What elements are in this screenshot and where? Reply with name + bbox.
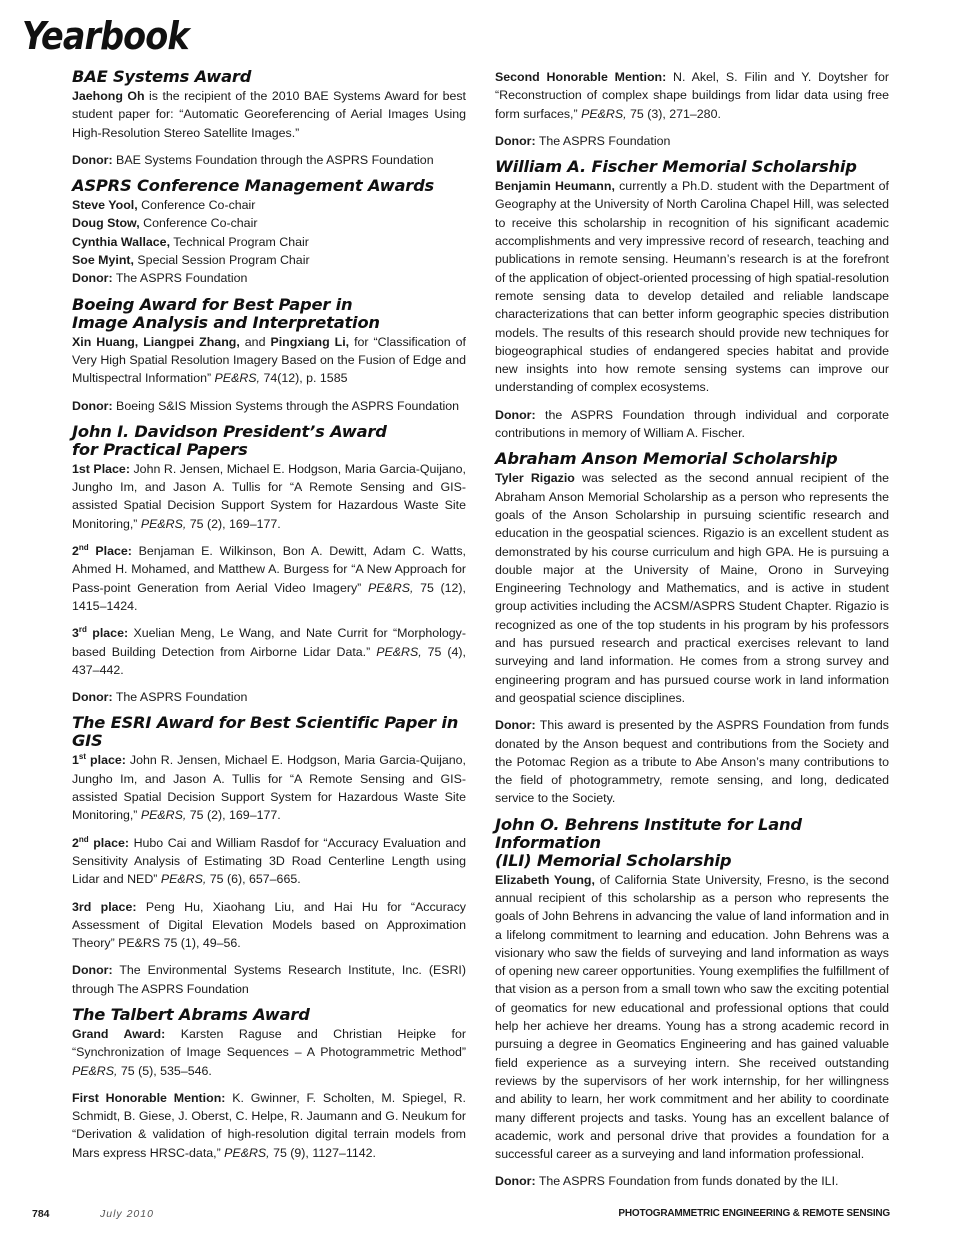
list-item: Cynthia Wallace, Technical Program Chair — [72, 234, 309, 249]
page-number: 784 — [32, 1208, 50, 1220]
esri-award — [72, 714, 466, 998]
section-heading: BAE Systems Award — [72, 67, 252, 86]
award-paragraph: 3rd place: Peng Hu, Xiaohang Liu, and Hai Hu for “Accuracy Assessment of Digital Elevation Models based on Approximation Theory” PE&RS 75 (1), 49–56. — [72, 899, 466, 951]
donor-line: Donor: The ASPRS Foundation — [495, 133, 671, 148]
section-heading: Boeing Award for Best Paper in Image Analysis and Interpretation — [72, 294, 380, 332]
davidson-award — [72, 423, 466, 707]
donor-line: Donor: This award is presented by the ASPRS Foundation from funds donated by the Anson bequest and contributions from the Society and the Potomac Region as a tribute to Abe Anson’s many contributions to the field of photogrammetry, remote sensing, and long, dedicated service to the Society. — [495, 718, 889, 806]
section-heading: John O. Behrens Institute for Land Information (ILI) Memorial Scholarship — [495, 814, 802, 870]
recipient-name: Benjamin Heumann, — [495, 179, 615, 194]
conference-management-awards — [72, 177, 466, 287]
award-paragraph: Benjamin Heumann, currently a Ph.D. student with the Department of Geography at the University of North Carolina Chapel Hill, was selected to receive this scholarship in recognition of his significant academic accomplishments and very impressive record of research, teaching and publications in remote sensing. Heumann’s research is at the forefront of the application of object-oriented processing of high spatial-resolution remote sensing data to develop detailed and reliable landscape characterizations that can better inform geographic species distribution models. The results of this research should provide new techniques for biogeographical studies of endangered species habitat and provide new insights into how remote sensing systems can improve our understanding of complex ecosystems. — [495, 179, 890, 395]
right-column — [495, 68, 889, 1191]
award-paragraph: First Honorable Mention: K. Gwinner, F. Scholten, M. Spiegel, R. Schmidt, B. Giese, J. Oberst, C. Helpe, R. Jaumann and G. Neukum for “Derivation & validation of high-resolution digital terrain models from Mars express HRSC-data,” PE&RS, 75 (9), 1127–1142. — [72, 1090, 466, 1160]
section-heading: John I. Davidson President’s Award for Practical Papers — [72, 421, 387, 459]
award-paragraph: Xin Huang, Liangpei Zhang, and Pingxiang Li, for “Classification of Very High Spatial Resolution Imagery Based on the Fusion of Edge and Multispectral Information” PE&RS, 74(12), p. 1585 — [72, 334, 466, 386]
section-heading: William A. Fischer Memorial Scholarship — [495, 157, 857, 177]
boeing-award — [72, 296, 466, 415]
award-paragraph: 1st place: John R. Jensen, Michael E. Hodgson, Maria Garcia-Quijano, Jungho Im, and Jason A. Tullis for “A Remote Sensing and GIS-assisted Spatial Decision Support System for Hazardous Waste Site Monitoring,” PE&RS, 75 (2), 169–177. — [72, 752, 466, 823]
talbert-abrams-award — [72, 1006, 466, 1162]
section-heading: ASPRS Conference Management Awards — [72, 176, 435, 196]
award-paragraph: Second Honorable Mention: N. Akel, S. Filin and Y. Doytsher for “Reconstruction of complex shape buildings from lidar data using free form surfaces,” PE&RS, 75 (3), 271–280. — [495, 70, 889, 121]
recipient-name: Elizabeth Young, — [495, 872, 595, 887]
award-paragraph: Elizabeth Young, of California State University, Fresno, is the second annual recipient of this scholarship as a person who represents the goals of John Behrens in advancing the value of land information and in a lifelong commitment to learning and education. John Behrens was a visionary who saw the fields of surveying and land information as ways of opening new career opportunities. Young exemplifies the fulfillment of that vision as a person from a small town who saw the exciting potential of geomatics for new educational and professional options that could help her achieve her dreams. Young has a strong academic record in pursuing a degree in Geomatics Engineering and has gained valuable field experience as a surveying intern. She received outstanding reviews by the supervisors of her work internship, for her willingness and ability to learn, her work commitment and her ability to coordinate many different projects and tasks. Young has an excellent balance of academic, work and personal drive that provides a foundation for a successful career as a surveying and land information professional. — [495, 872, 890, 1162]
list-item: Steve Yool, Conference Co-chair — [72, 198, 256, 213]
award-paragraph: Grand Award: Karsten Raguse and Christian Heipke for “Synchronization of Image Sequences – A Photogrammetric Method” PE&RS, 75 (5), 535–546. — [72, 1026, 466, 1078]
journal-name: PHOTOGRAMMETRIC ENGINEERING & REMOTE SENSING — [618, 1208, 890, 1219]
recipient-name: Jaehong Oh — [72, 89, 145, 103]
section-heading: Abraham Anson Memorial Scholarship — [495, 449, 838, 469]
anson-scholarship — [495, 450, 889, 807]
donor-line: Donor: The ASPRS Foundation — [72, 271, 248, 286]
issue-date: July 2010 — [100, 1208, 154, 1220]
award-paragraph: Jaehong Oh is the recipient of the 2010 BAE Systems Award for best student paper for: “Automatic Georeferencing of Aerial Images Using High-Resolution Stereo Satellite Images.” — [72, 89, 466, 140]
list-item: Soe Myint, Special Session Program Chair — [72, 253, 310, 268]
recipient-name: Tyler Rigazio — [495, 471, 575, 486]
donor-line: Donor: BAE Systems Foundation through the ASPRS Foundation — [72, 152, 434, 167]
left-column — [72, 68, 466, 1162]
award-paragraph: 1st Place: John R. Jensen, Michael E. Hodgson, Maria Garcia-Quijano, Jungho Im, and Jason A. Tullis for “A Remote Sensing and GIS-assisted Spatial Decision Support System for Hazardous Waste Site Monitoring,” PE&RS, 75 (2), 169–177. — [72, 461, 467, 531]
section-heading: The ESRI Award for Best Scientific Paper in GIS — [72, 713, 459, 751]
section-heading: The Talbert Abrams Award — [72, 1004, 310, 1024]
award-paragraph: 3rd place: Xuelian Meng, Le Wang, and Nate Currit for “Morphology-based Building Detection from Airborne Lidar Data.” PE&RS, 75 (4), 437–442. — [72, 625, 466, 677]
award-paragraph: 2nd Place: Benjaman E. Wilkinson, Bon A. Dewitt, Adam C. Watts, Ahmed H. Mohamed, and Matthew A. Burgess for “A New Approach for Pass-point Generation from Aerial Video Imagery” PE&RS, 75 (12), 1415–1424. — [72, 542, 467, 613]
donor-line: Donor: Boeing S&IS Mission Systems through the ASPRS Foundation — [72, 398, 460, 413]
second-honorable-mention — [495, 68, 889, 150]
donor-line: Donor: The ASPRS Foundation — [72, 690, 248, 705]
award-paragraph: Tyler Rigazio was selected as the second annual recipient of the Abraham Anson Memorial Scholarship as a person who represents the goals of the Anson Scholarship in pursuing scientific research and education in the geospatial sciences. Rigazio is an excellent student as demonstrated by his course curriculum and high GPA. He is pursuing a double major at the University of Maine, Orono in Surveying Engineering Technology and Mathematics, and is active in student group activities including the ACSM/ASPRS Student Chapter. Rigazio is recognized as one of the top students in his program by his professors and has pursued research and practical exercises relevant to land surveying and land information. He comes from a strong survey and engineering program and has pursued course work in land information and geospatial science disciplines. — [495, 471, 889, 705]
list-item: Doug Stow, Conference Co-chair — [72, 216, 258, 231]
bae-systems-award — [72, 68, 466, 169]
fischer-scholarship — [495, 158, 889, 442]
award-paragraph: 2nd place: Hubo Cai and William Rasdof for “Accuracy Evaluation and Sensitivity Analysis of Estimating 3D Road Centerline Length using Lidar and NED” PE&RS, 75 (6), 657–665. — [72, 834, 467, 887]
donor-line: Donor: the ASPRS Foundation through individual and corporate contributions in memory of William A. Fischer. — [495, 407, 889, 441]
behrens-scholarship — [495, 816, 889, 1191]
donor-line: Donor: The Environmental Systems Research Institute, Inc. (ESRI) through The ASPRS Foundation — [72, 963, 466, 996]
masthead-title: Yearbook — [22, 14, 189, 58]
donor-line: Donor: The ASPRS Foundation from funds donated by the ILI. — [495, 1174, 839, 1189]
